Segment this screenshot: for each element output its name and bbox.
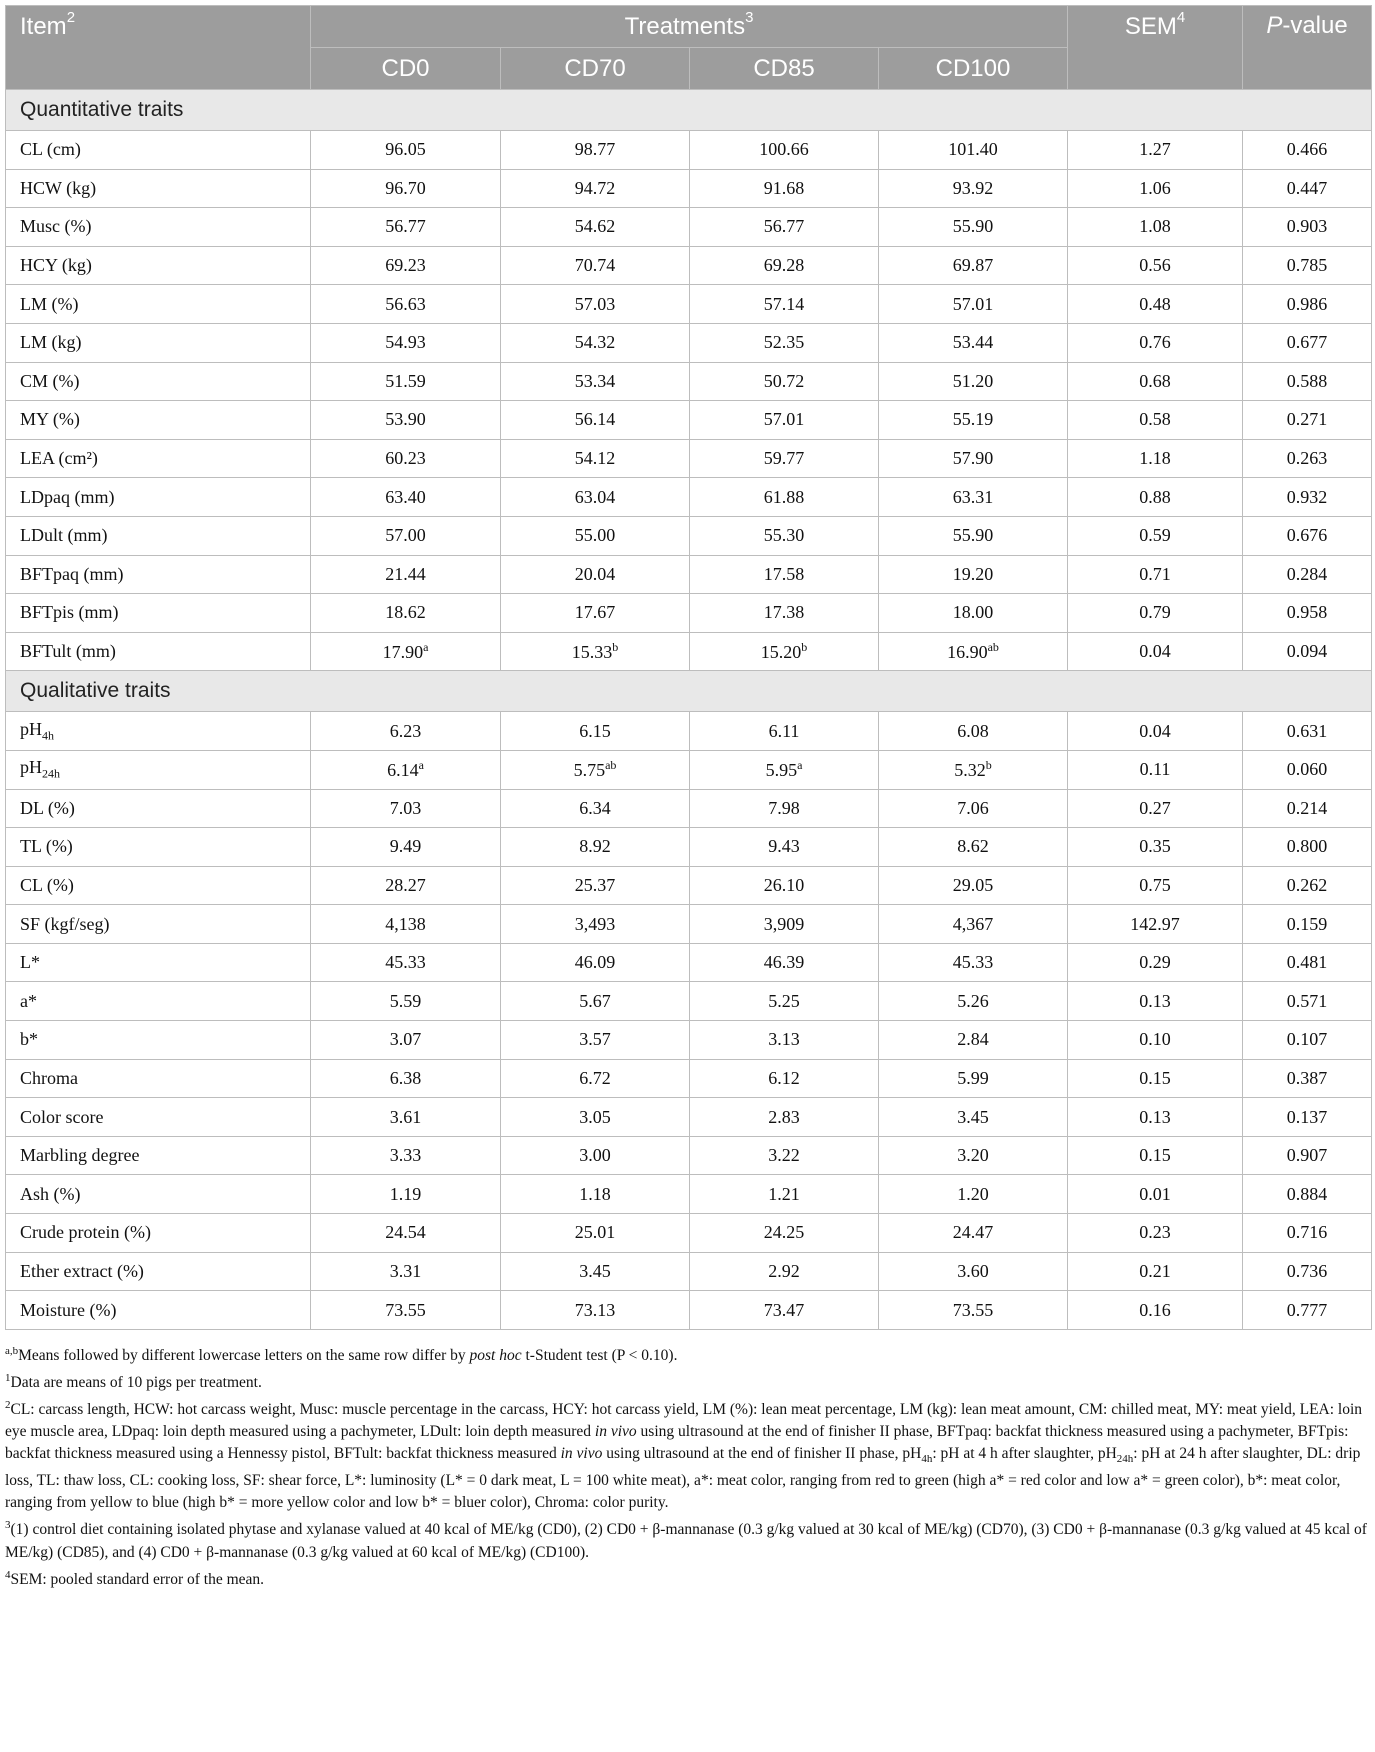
treatment-value: 6.08 xyxy=(879,712,1068,751)
treatment-value: 96.05 xyxy=(311,131,501,170)
table-row xyxy=(6,943,1372,982)
treatment-value: 8.92 xyxy=(501,828,690,867)
sem-value: 0.71 xyxy=(1068,555,1243,594)
treatment-value: 7.03 xyxy=(311,789,501,828)
treatment-value: 63.04 xyxy=(501,478,690,517)
table-row xyxy=(6,169,1372,208)
treatment-value: 57.90 xyxy=(879,439,1068,478)
treatment-value: 1.21 xyxy=(690,1175,879,1214)
treatment-value: 25.37 xyxy=(501,866,690,905)
treatment-value: 6.11 xyxy=(690,712,879,751)
sem-value: 0.35 xyxy=(1068,828,1243,867)
p-value: 0.137 xyxy=(1243,1098,1372,1137)
row-label: Crude protein (%) xyxy=(6,1214,311,1253)
p-value: 0.214 xyxy=(1243,789,1372,828)
treatment-value: 15.20$^b$ xyxy=(690,632,879,671)
treatment-value: 6.34 xyxy=(501,789,690,828)
table-body xyxy=(6,90,1372,1330)
row-label: $pH_{4h}$ xyxy=(6,712,311,751)
table-row xyxy=(6,1098,1372,1137)
sem-value: 0.59 xyxy=(1068,516,1243,555)
row-label: HCW (kg) xyxy=(6,169,311,208)
treatment-value: 18.62 xyxy=(311,594,501,633)
treatment-value: 3.20 xyxy=(879,1136,1068,1175)
table-row xyxy=(6,439,1372,478)
treatment-value: 60.23 xyxy=(311,439,501,478)
sem-value: 0.56 xyxy=(1068,246,1243,285)
row-label: Marbling degree xyxy=(6,1136,311,1175)
sem-value: 0.29 xyxy=(1068,943,1243,982)
p-value: 0.907 xyxy=(1243,1136,1372,1175)
treatment-value: 5.99 xyxy=(879,1059,1068,1098)
treatment-value: 3.22 xyxy=(690,1136,879,1175)
section-title: Qualitative traits xyxy=(6,671,1372,712)
treatment-value: 59.77 xyxy=(690,439,879,478)
treatment-value: 69.87 xyxy=(879,246,1068,285)
treatment-value: 63.31 xyxy=(879,478,1068,517)
treatment-value: 9.43 xyxy=(690,828,879,867)
row-label: CM (%) xyxy=(6,362,311,401)
treatment-value: 5.25 xyxy=(690,982,879,1021)
treatment-value: 56.77 xyxy=(311,208,501,247)
p-value: 0.588 xyxy=(1243,362,1372,401)
sem-value: 0.13 xyxy=(1068,1098,1243,1137)
table-row xyxy=(6,285,1372,324)
treatment-value: 5.67 xyxy=(501,982,690,1021)
header-sem: SEM$^4$ xyxy=(1068,6,1243,90)
treatment-value: 53.44 xyxy=(879,323,1068,362)
p-value: 0.676 xyxy=(1243,516,1372,555)
treatment-value: 3.13 xyxy=(690,1021,879,1060)
row-label: HCY (kg) xyxy=(6,246,311,285)
treatment-value: 54.62 xyxy=(501,208,690,247)
section-qualitative xyxy=(6,671,1372,712)
treatment-value: 3.31 xyxy=(311,1252,501,1291)
treatment-value: 4,367 xyxy=(879,905,1068,944)
sem-value: 0.15 xyxy=(1068,1136,1243,1175)
p-value: 0.903 xyxy=(1243,208,1372,247)
treatment-value: 28.27 xyxy=(311,866,501,905)
treatment-value: 1.18 xyxy=(501,1175,690,1214)
header-cd85: CD85 xyxy=(690,48,879,90)
treatment-value: 3.07 xyxy=(311,1021,501,1060)
treatment-value: 3.00 xyxy=(501,1136,690,1175)
treatment-value: 6.38 xyxy=(311,1059,501,1098)
treatment-value: 26.10 xyxy=(690,866,879,905)
p-value: 0.271 xyxy=(1243,401,1372,440)
treatment-value: 24.47 xyxy=(879,1214,1068,1253)
p-value: 0.263 xyxy=(1243,439,1372,478)
treatment-value: 4,138 xyxy=(311,905,501,944)
treatment-value: 19.20 xyxy=(879,555,1068,594)
section-title: Quantitative traits xyxy=(6,90,1372,131)
treatment-value: 55.90 xyxy=(879,516,1068,555)
p-value: 0.777 xyxy=(1243,1291,1372,1330)
treatment-value: 25.01 xyxy=(501,1214,690,1253)
row-label: Ether extract (%) xyxy=(6,1252,311,1291)
p-value: 0.481 xyxy=(1243,943,1372,982)
section-quantitative xyxy=(6,90,1372,131)
treatment-value: 45.33 xyxy=(311,943,501,982)
treatment-value: 3.45 xyxy=(879,1098,1068,1137)
table-row xyxy=(6,982,1372,1021)
table-row xyxy=(6,516,1372,555)
treatment-value: 18.00 xyxy=(879,594,1068,633)
table-row xyxy=(6,712,1372,751)
row-label: LM (%) xyxy=(6,285,311,324)
treatment-value: 61.88 xyxy=(690,478,879,517)
table-header xyxy=(6,6,1372,90)
row-label: SF (kgf/seg) xyxy=(6,905,311,944)
sem-value: 0.75 xyxy=(1068,866,1243,905)
treatment-value: 3.33 xyxy=(311,1136,501,1175)
sem-value: 0.21 xyxy=(1068,1252,1243,1291)
treatment-value: 73.55 xyxy=(879,1291,1068,1330)
p-value: 0.631 xyxy=(1243,712,1372,751)
sem-value: 0.11 xyxy=(1068,750,1243,789)
p-value: 0.447 xyxy=(1243,169,1372,208)
table-row xyxy=(6,1059,1372,1098)
treatment-value: 2.84 xyxy=(879,1021,1068,1060)
treatment-value: 24.54 xyxy=(311,1214,501,1253)
treatment-value: 93.92 xyxy=(879,169,1068,208)
table-row xyxy=(6,131,1372,170)
row-label: a* xyxy=(6,982,311,1021)
treatment-value: 69.23 xyxy=(311,246,501,285)
treatment-value: 73.55 xyxy=(311,1291,501,1330)
treatment-value: 54.12 xyxy=(501,439,690,478)
table-row xyxy=(6,323,1372,362)
treatment-value: 6.23 xyxy=(311,712,501,751)
treatment-value: 1.19 xyxy=(311,1175,501,1214)
treatment-value: 29.05 xyxy=(879,866,1068,905)
table-row xyxy=(6,555,1372,594)
sem-value: 1.08 xyxy=(1068,208,1243,247)
treatment-value: 5.75$^{ab}$ xyxy=(501,750,690,789)
p-value: 0.785 xyxy=(1243,246,1372,285)
table-row xyxy=(6,478,1372,517)
row-label: $pH_{24h}$ xyxy=(6,750,311,789)
row-label: LEA (cm²) xyxy=(6,439,311,478)
treatment-value: 56.77 xyxy=(690,208,879,247)
p-value: 0.932 xyxy=(1243,478,1372,517)
treatment-value: 57.01 xyxy=(690,401,879,440)
treatment-value: 63.40 xyxy=(311,478,501,517)
sem-value: 0.79 xyxy=(1068,594,1243,633)
p-value: 0.094 xyxy=(1243,632,1372,671)
treatment-value: 5.95$^a$ xyxy=(690,750,879,789)
row-label: Ash (%) xyxy=(6,1175,311,1214)
row-label: LM (kg) xyxy=(6,323,311,362)
header-item: Item$^2$ xyxy=(6,6,311,90)
row-label: LDult (mm) xyxy=(6,516,311,555)
treatment-value: 57.03 xyxy=(501,285,690,324)
sem-value: 0.04 xyxy=(1068,712,1243,751)
sem-value: 0.23 xyxy=(1068,1214,1243,1253)
treatment-value: 15.33$^b$ xyxy=(501,632,690,671)
p-value: 0.284 xyxy=(1243,555,1372,594)
treatment-value: 50.72 xyxy=(690,362,879,401)
table-row xyxy=(6,1214,1372,1253)
sem-value: 0.04 xyxy=(1068,632,1243,671)
sem-value: 0.88 xyxy=(1068,478,1243,517)
treatment-value: 54.93 xyxy=(311,323,501,362)
treatment-value: 17.38 xyxy=(690,594,879,633)
treatment-value: 5.26 xyxy=(879,982,1068,1021)
treatment-value: 16.90$^{ab}$ xyxy=(879,632,1068,671)
sem-value: 0.01 xyxy=(1068,1175,1243,1214)
treatment-value: 45.33 xyxy=(879,943,1068,982)
table-row xyxy=(6,1252,1372,1291)
treatment-value: 51.59 xyxy=(311,362,501,401)
treatment-value: 57.00 xyxy=(311,516,501,555)
sem-value: 1.06 xyxy=(1068,169,1243,208)
p-value: 0.800 xyxy=(1243,828,1372,867)
treatment-value: 8.62 xyxy=(879,828,1068,867)
treatment-value: 3.05 xyxy=(501,1098,690,1137)
treatment-value: 46.39 xyxy=(690,943,879,982)
p-value: 0.958 xyxy=(1243,594,1372,633)
treatment-value: 2.83 xyxy=(690,1098,879,1137)
treatment-value: 7.98 xyxy=(690,789,879,828)
treatment-value: 1.20 xyxy=(879,1175,1068,1214)
row-label: BFTpis (mm) xyxy=(6,594,311,633)
treatment-value: 51.20 xyxy=(879,362,1068,401)
treatment-value: 69.28 xyxy=(690,246,879,285)
table-row xyxy=(6,632,1372,671)
table-row xyxy=(6,866,1372,905)
header-cd70: CD70 xyxy=(501,48,690,90)
treatment-value: 3,493 xyxy=(501,905,690,944)
row-label: CL (cm) xyxy=(6,131,311,170)
p-value: 0.159 xyxy=(1243,905,1372,944)
p-value: 0.466 xyxy=(1243,131,1372,170)
treatment-value: 2.92 xyxy=(690,1252,879,1291)
p-value: 0.884 xyxy=(1243,1175,1372,1214)
treatment-value: 17.67 xyxy=(501,594,690,633)
header-treatments: Treatments$^3$ xyxy=(311,6,1068,48)
row-label: Color score xyxy=(6,1098,311,1137)
treatment-value: 17.58 xyxy=(690,555,879,594)
treatment-value: 55.19 xyxy=(879,401,1068,440)
treatment-value: 57.14 xyxy=(690,285,879,324)
treatment-value: 6.72 xyxy=(501,1059,690,1098)
footnote-ab: $^{a,b}$Means followed by different lowercase letters on the same row differ by post hoc t-Student test (P < 0.10). xyxy=(5,1344,678,1364)
treatment-value: 98.77 xyxy=(501,131,690,170)
row-label: LDpaq (mm) xyxy=(6,478,311,517)
header-pvalue: P-value xyxy=(1243,6,1372,90)
treatment-value: 7.06 xyxy=(879,789,1068,828)
treatment-value: 55.00 xyxy=(501,516,690,555)
table-row xyxy=(6,828,1372,867)
p-value: 0.716 xyxy=(1243,1214,1372,1253)
row-label: Moisture (%) xyxy=(6,1291,311,1330)
treatment-value: 3.57 xyxy=(501,1021,690,1060)
treatment-value: 21.44 xyxy=(311,555,501,594)
sem-value: 0.15 xyxy=(1068,1059,1243,1098)
table-row xyxy=(6,594,1372,633)
sem-value: 0.27 xyxy=(1068,789,1243,828)
treatment-value: 20.04 xyxy=(501,555,690,594)
row-label: BFTult (mm) xyxy=(6,632,311,671)
p-value: 0.986 xyxy=(1243,285,1372,324)
treatment-value: 73.13 xyxy=(501,1291,690,1330)
row-label: MY (%) xyxy=(6,401,311,440)
treatment-value: 3,909 xyxy=(690,905,879,944)
sem-value: 0.10 xyxy=(1068,1021,1243,1060)
treatment-value: 91.68 xyxy=(690,169,879,208)
table-row xyxy=(6,750,1372,789)
table-row xyxy=(6,362,1372,401)
treatment-value: 24.25 xyxy=(690,1214,879,1253)
treatment-value: 96.70 xyxy=(311,169,501,208)
sem-value: 1.27 xyxy=(1068,131,1243,170)
p-value: 0.571 xyxy=(1243,982,1372,1021)
treatment-value: 53.34 xyxy=(501,362,690,401)
treatment-value: 55.30 xyxy=(690,516,879,555)
treatment-value: 3.45 xyxy=(501,1252,690,1291)
treatment-value: 6.14$^a$ xyxy=(311,750,501,789)
footnote-2: $^2$CL: carcass length, HCW: hot carcass weight, Musc: muscle percentage in the carcass, HCY: hot carcass yield, LM (%): lean meat percentage, LM (kg): lean meat amount, CM: chilled meat, MY: meat yield, LEA: loin eye muscle area, LDpaq: loin depth measured using a pachymeter, LDult: loin depth measured in vivo using ultrasound at the end of finisher II phase, BFTpaq: backfat thickness measured using a pachymeter, BFTpis: backfat thickness measured using a Hennessy pistol, BFTult: backfat thickness measured in vivo using ultrasound at the end of finisher II phase, $pH_{4h}$: pH at 4 h after slaughter, $pH_{24h}$: pH at 24 h after slaughter, DL: drip loss, TL: thaw loss, CL: cooking loss, SF: shear force, L*: luminosity (L* = 0 dark meat, L = 100 white meat), a*: meat color, ranging from red to green (high a* = red color and low a* = green color), b*: meat color, ranging from yellow to blue (high b* = more yellow color and low b* = bluer color), Chroma: color purity. xyxy=(5,1399,1363,1512)
treatment-value: 54.32 xyxy=(501,323,690,362)
row-label: TL (%) xyxy=(6,828,311,867)
p-value: 0.262 xyxy=(1243,866,1372,905)
row-label: b* xyxy=(6,1021,311,1060)
table-row xyxy=(6,1291,1372,1330)
treatment-value: 9.49 xyxy=(311,828,501,867)
treatment-value: 100.66 xyxy=(690,131,879,170)
footnote-4: $^4$SEM: pooled standard error of the mean. xyxy=(5,1568,265,1588)
table-row xyxy=(6,905,1372,944)
treatment-value: 56.14 xyxy=(501,401,690,440)
row-label: L* xyxy=(6,943,311,982)
row-label: Musc (%) xyxy=(6,208,311,247)
treatment-value: 73.47 xyxy=(690,1291,879,1330)
treatment-value: 55.90 xyxy=(879,208,1068,247)
row-label: DL (%) xyxy=(6,789,311,828)
treatment-value: 5.59 xyxy=(311,982,501,1021)
table-row xyxy=(6,1175,1372,1214)
table-row xyxy=(6,208,1372,247)
sem-value: 0.58 xyxy=(1068,401,1243,440)
treatment-value: 52.35 xyxy=(690,323,879,362)
treatment-value: 3.61 xyxy=(311,1098,501,1137)
p-value: 0.107 xyxy=(1243,1021,1372,1060)
footnote-1: $^1$Data are means of 10 pigs per treatment. xyxy=(5,1371,262,1392)
p-value: 0.736 xyxy=(1243,1252,1372,1291)
row-label: BFTpaq (mm) xyxy=(6,555,311,594)
table-container xyxy=(5,5,1371,1591)
sem-value: 0.68 xyxy=(1068,362,1243,401)
table-row xyxy=(6,789,1372,828)
table-row xyxy=(6,401,1372,440)
sem-value: 142.97 xyxy=(1068,905,1243,944)
treatment-value: 94.72 xyxy=(501,169,690,208)
footnote-3: $^3$(1) control diet containing isolated phytase and xylanase valued at 40 kcal of ME/kg (CD0), (2) CD0 + β-mannanase (0.3 g/kg valued at 30 kcal of ME/kg) (CD70), (3) CD0 + β-mannanase (0.3 g/kg valued at 45 kcal of ME/kg) (CD85), and (4) CD0 + β-mannanase (0.3 g/kg valued at 60 kcal of ME/kg) (CD100). xyxy=(5,1519,1367,1561)
row-label: Chroma xyxy=(6,1059,311,1098)
treatment-value: 101.40 xyxy=(879,131,1068,170)
p-value: 0.060 xyxy=(1243,750,1372,789)
p-value: 0.387 xyxy=(1243,1059,1372,1098)
header-cd0: CD0 xyxy=(311,48,501,90)
treatment-value: 70.74 xyxy=(501,246,690,285)
data-table xyxy=(5,5,1372,1330)
treatment-value: 6.12 xyxy=(690,1059,879,1098)
treatment-value: 17.90$^a$ xyxy=(311,632,501,671)
sem-value: 0.16 xyxy=(1068,1291,1243,1330)
table-row xyxy=(6,246,1372,285)
treatment-value: 3.60 xyxy=(879,1252,1068,1291)
sem-value: 0.48 xyxy=(1068,285,1243,324)
treatment-value: 57.01 xyxy=(879,285,1068,324)
treatment-value: 5.32$^b$ xyxy=(879,750,1068,789)
table-row xyxy=(6,1136,1372,1175)
header-cd100: CD100 xyxy=(879,48,1068,90)
p-value: 0.677 xyxy=(1243,323,1372,362)
treatment-value: 56.63 xyxy=(311,285,501,324)
sem-value: 0.76 xyxy=(1068,323,1243,362)
treatment-value: 6.15 xyxy=(501,712,690,751)
sem-value: 1.18 xyxy=(1068,439,1243,478)
sem-value: 0.13 xyxy=(1068,982,1243,1021)
footnotes xyxy=(5,1340,1371,1591)
treatment-value: 46.09 xyxy=(501,943,690,982)
row-label: CL (%) xyxy=(6,866,311,905)
treatment-value: 53.90 xyxy=(311,401,501,440)
table-row xyxy=(6,1021,1372,1060)
